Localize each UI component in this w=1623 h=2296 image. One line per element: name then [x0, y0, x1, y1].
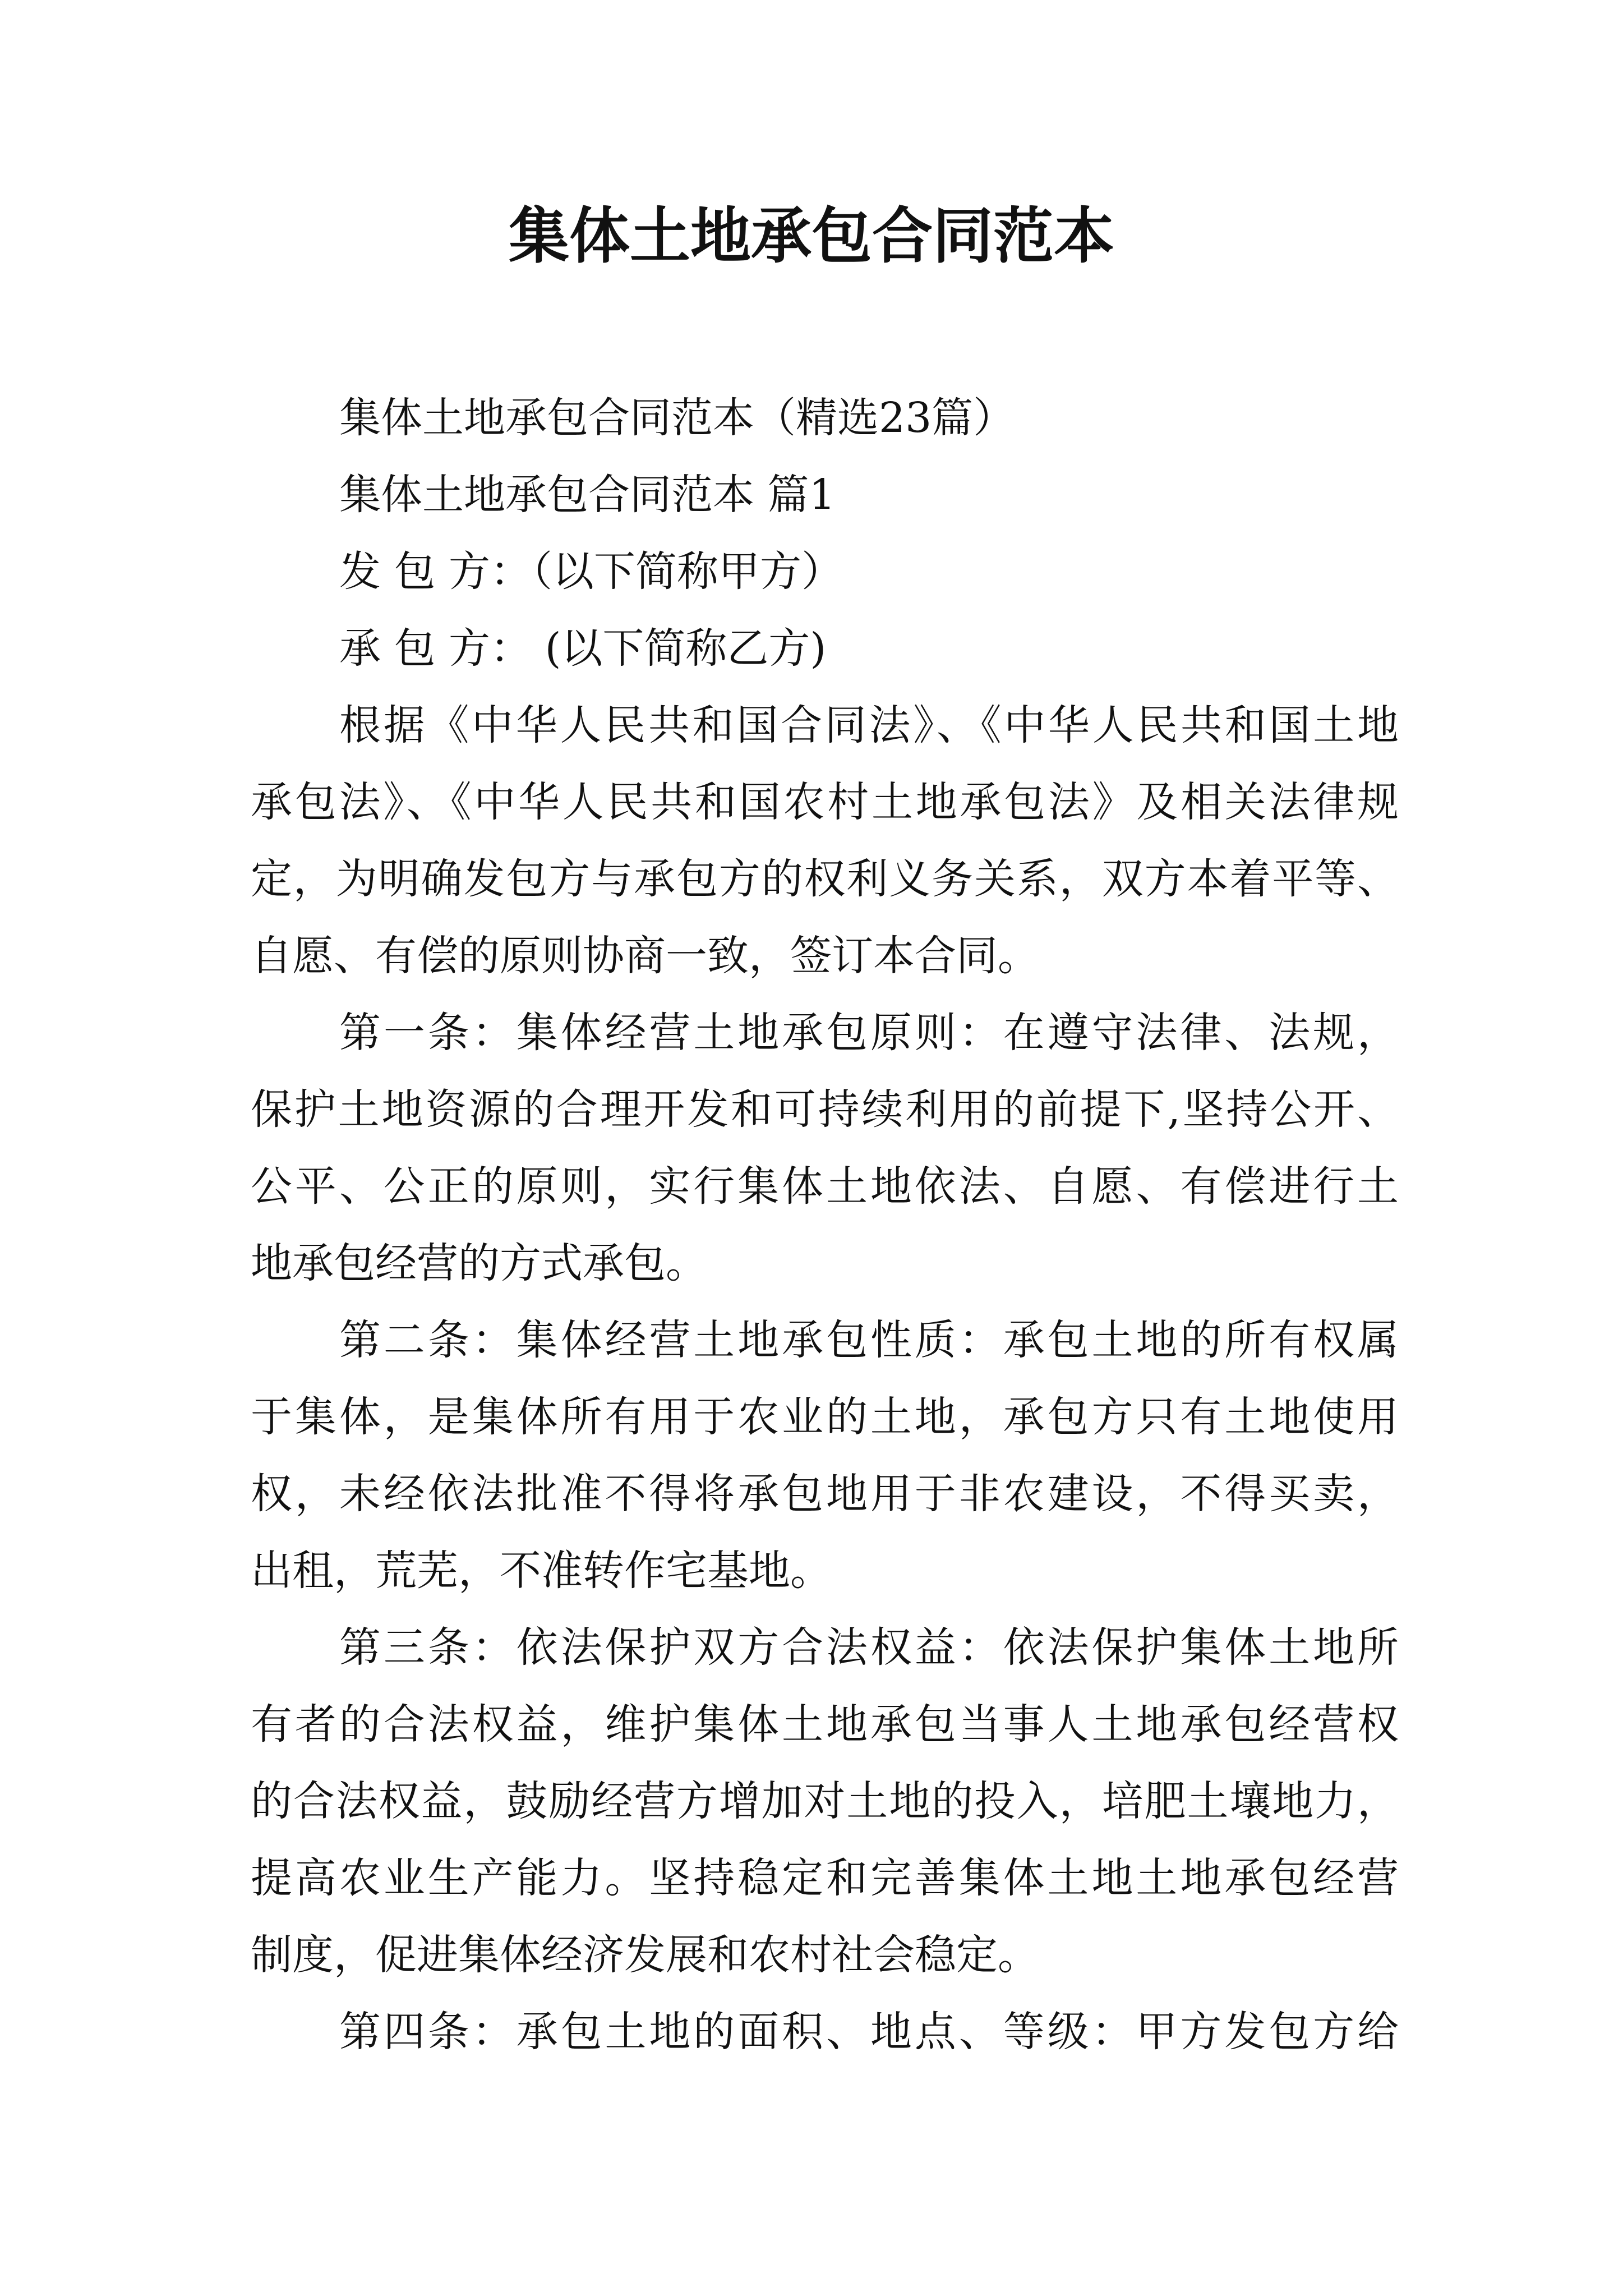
paragraph-article-4 [251, 1994, 1399, 2070]
paragraph-line: 根据《中华人民共和国合同法》、《中华人民共和国土地 [339, 701, 1399, 749]
header-line: 发 包 方：（以下简称甲方） [339, 547, 843, 596]
paragraph-line: 出租，荒芜，不准转作宅基地。 [251, 1547, 832, 1595]
paragraph-line: 定，为明确发包方与承包方的权利义务关系，双方本着平等、 [251, 855, 1399, 903]
paragraph-line: 地承包经营的方式承包。 [251, 1239, 707, 1287]
paragraph-line: 公平、公正的原则，实行集体土地依法、自愿、有偿进行土 [251, 1162, 1399, 1211]
paragraph-article-3 [251, 1609, 1399, 1994]
document-title: 集体土地承包合同范本 [508, 201, 1114, 272]
header-line: 承 包 方： (以下简称乙方) [339, 624, 827, 673]
paragraph-article-1 [251, 995, 1399, 1302]
paragraph-line: 于集体，是集体所有用于农业的土地，承包方只有土地使用 [251, 1393, 1399, 1441]
paragraph-line: 第四条：承包土地的面积、地点、等级：甲方发包方给 [339, 2008, 1399, 2056]
paragraph-line: 第二条：集体经营土地承包性质：承包土地的所有权属 [339, 1316, 1399, 1364]
paragraph-line: 第一条：集体经营土地承包原则：在遵守法律、法规， [339, 1009, 1399, 1057]
paragraph-line: 的合法权益，鼓励经营方增加对土地的投入，培肥土壤地力， [251, 1777, 1399, 1825]
paragraph-line: 有者的合法权益，维护集体土地承包当事人土地承包经营权 [251, 1700, 1399, 1749]
paragraph-line: 制度，促进集体经济发展和农村社会稳定。 [251, 1931, 1039, 1979]
header-line: 集体土地承包合同范本 篇1 [339, 471, 836, 519]
document-body [251, 380, 1399, 2070]
header-line: 集体土地承包合同范本（精选23篇） [339, 394, 1015, 442]
paragraph-line: 第三条：依法保护双方合法权益：依法保护集体土地所 [339, 1623, 1399, 1672]
paragraph-line: 自愿、有偿的原则协商一致，签订本合同。 [251, 932, 1039, 980]
paragraph-preamble [251, 687, 1399, 995]
paragraph-line: 保护土地资源的合理开发和可持续利用的前提下,坚持公开、 [251, 1085, 1399, 1134]
paragraph-article-2 [251, 1302, 1399, 1609]
paragraph-line: 提高农业生产能力。坚持稳定和完善集体土地土地承包经营 [251, 1854, 1399, 1902]
paragraph-line: 承包法》、《中华人民共和国农村土地承包法》及相关法律规 [251, 778, 1399, 826]
paragraph-line: 权，未经依法批准不得将承包地用于非农建设，不得买卖， [251, 1470, 1399, 1518]
